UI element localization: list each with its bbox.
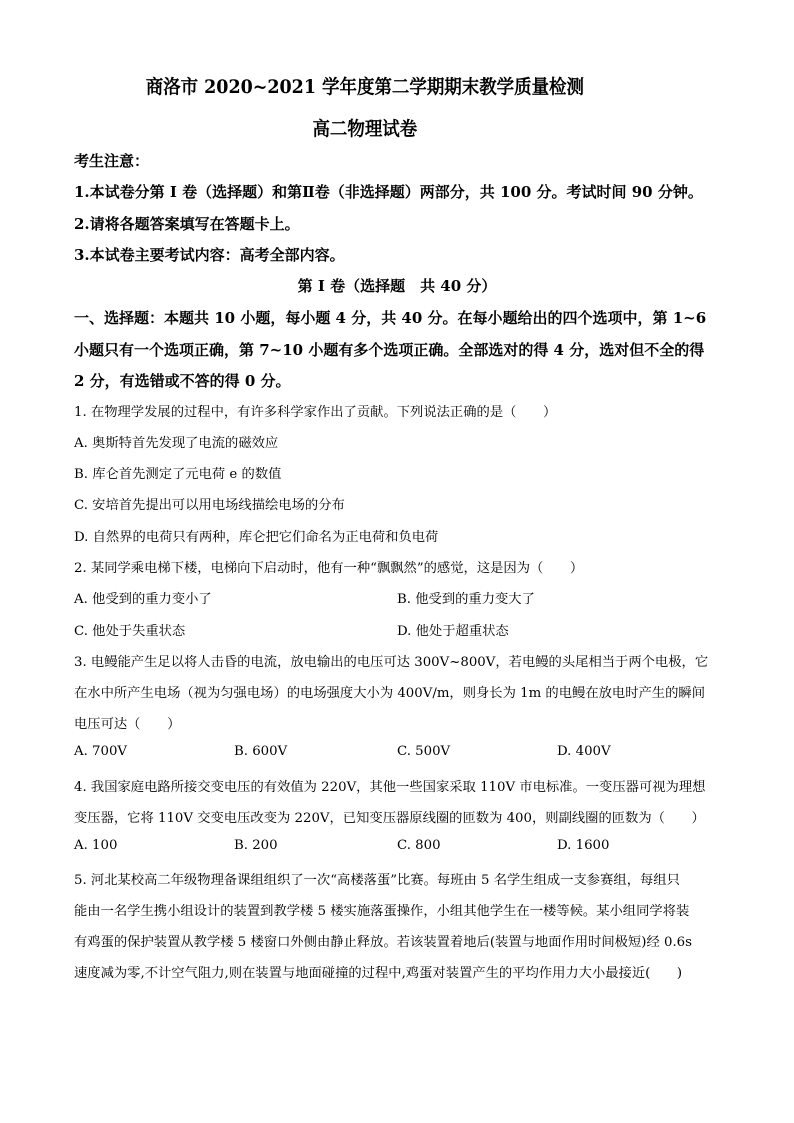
question-stem: 5. 河北某校高二年级物理备课组组织了一次“高楼落蛋”比赛。每班由 5 名学生组成一支参赛组，每组只 <box>74 873 680 888</box>
option-d: D. 自然界的电荷只有两种，库仑把它们命名为正电荷和负电荷 <box>74 530 439 545</box>
notice-item: 1.本试卷分第 I 卷（选择题）和第Ⅱ卷（非选择题）两部分，共 100 分。考试时间 90 分钟。 <box>74 183 703 201</box>
option-a: A. 他受到的重力变小了 <box>74 592 212 607</box>
option-c: C. 800 <box>397 838 441 853</box>
option-b: B. 600V <box>234 744 288 759</box>
question-stem: 在水中所产生电场（视为匀强电场）的电场强度大小为 400V/m，则身长为 1m 的电鳗在放电时产生的瞬间 <box>74 686 705 701</box>
option-c: C. 500V <box>397 744 451 759</box>
notice-item: 3.本试卷主要考试内容：高考全部内容。 <box>74 246 345 264</box>
question-stem: 4. 我国家庭电路所接交变电压的有效值为 220V，其他一些国家采取 110V 市电标准。一变压器可视为理想 <box>74 780 706 795</box>
option-b: B. 200 <box>234 838 278 853</box>
question-stem: 电压可达（ ） <box>74 717 181 732</box>
exam-subtitle: 高二物理试卷 <box>312 118 418 140</box>
question-stem: 有鸡蛋的保护装置从教学楼 5 楼窗口外侧由静止释放。若该装置着地后(装置与地面作用时间极短)经 0.6s <box>74 935 692 950</box>
option-a: A. 奥斯特首先发现了电流的磁效应 <box>74 436 279 451</box>
question-stem: 能由一名学生携小组设计的装置到教学楼 5 楼实施落蛋操作，小组其他学生在一楼等候。某小组同学将装 <box>74 904 690 919</box>
section-instructions: 一、选择题：本题共 10 小题，每小题 4 分，共 40 分。在每小题给出的四个选项中，第 1~6 <box>74 309 707 327</box>
option-d: D. 他处于超重状态 <box>397 624 509 639</box>
option-d: D. 400V <box>557 744 611 759</box>
option-a: A. 100 <box>74 838 118 853</box>
question-stem: 速度减为零,不计空气阻力,则在装置与地面碰撞的过程中,鸡蛋对装置产生的平均作用力大小最接近( ) <box>74 966 683 981</box>
question-stem: 2. 某同学乘电梯下楼，电梯向下启动时，他有一种“飘飘然”的感觉，这是因为（ ） <box>74 561 584 576</box>
question-stem: 变压器，它将 110V 交变电压改变为 220V，已知变压器原线圈的匝数为 400，则副线圈的匝数为（ ） <box>74 811 705 826</box>
option-b: B. 他受到的重力变大了 <box>397 592 535 607</box>
section-instructions: 2 分，有选错或不答的得 0 分。 <box>74 372 291 390</box>
exam-title: 商洛市 2020~2021 学年度第二学期期末教学质量检测 <box>145 76 584 98</box>
question-stem: 1. 在物理学发展的过程中，有许多科学家作出了贡献。下列说法正确的是（ ） <box>74 405 557 420</box>
option-a: A. 700V <box>74 744 128 759</box>
question-stem: 3. 电鳗能产生足以将人击昏的电流，放电输出的电压可达 300V~800V，若电鳗的头尾相当于两个电极，它 <box>74 655 709 670</box>
section-instructions: 小题只有一个选项正确，第 7~10 小题有多个选项正确。全部选对的得 4 分，选对但不全的得 <box>74 341 705 359</box>
option-d: D. 1600 <box>557 838 610 853</box>
notice-item: 2.请将各题答案填写在答题卡上。 <box>74 215 300 233</box>
option-c: C. 安培首先提出可以用电场线描绘电场的分布 <box>74 498 345 513</box>
notice-heading: 考生注意： <box>74 152 150 170</box>
option-b: B. 库仑首先测定了元电荷 e 的数值 <box>74 467 282 482</box>
option-c: C. 他处于失重状态 <box>74 624 186 639</box>
section-title: 第 I 卷（选择题 共 40 分） <box>297 277 497 295</box>
